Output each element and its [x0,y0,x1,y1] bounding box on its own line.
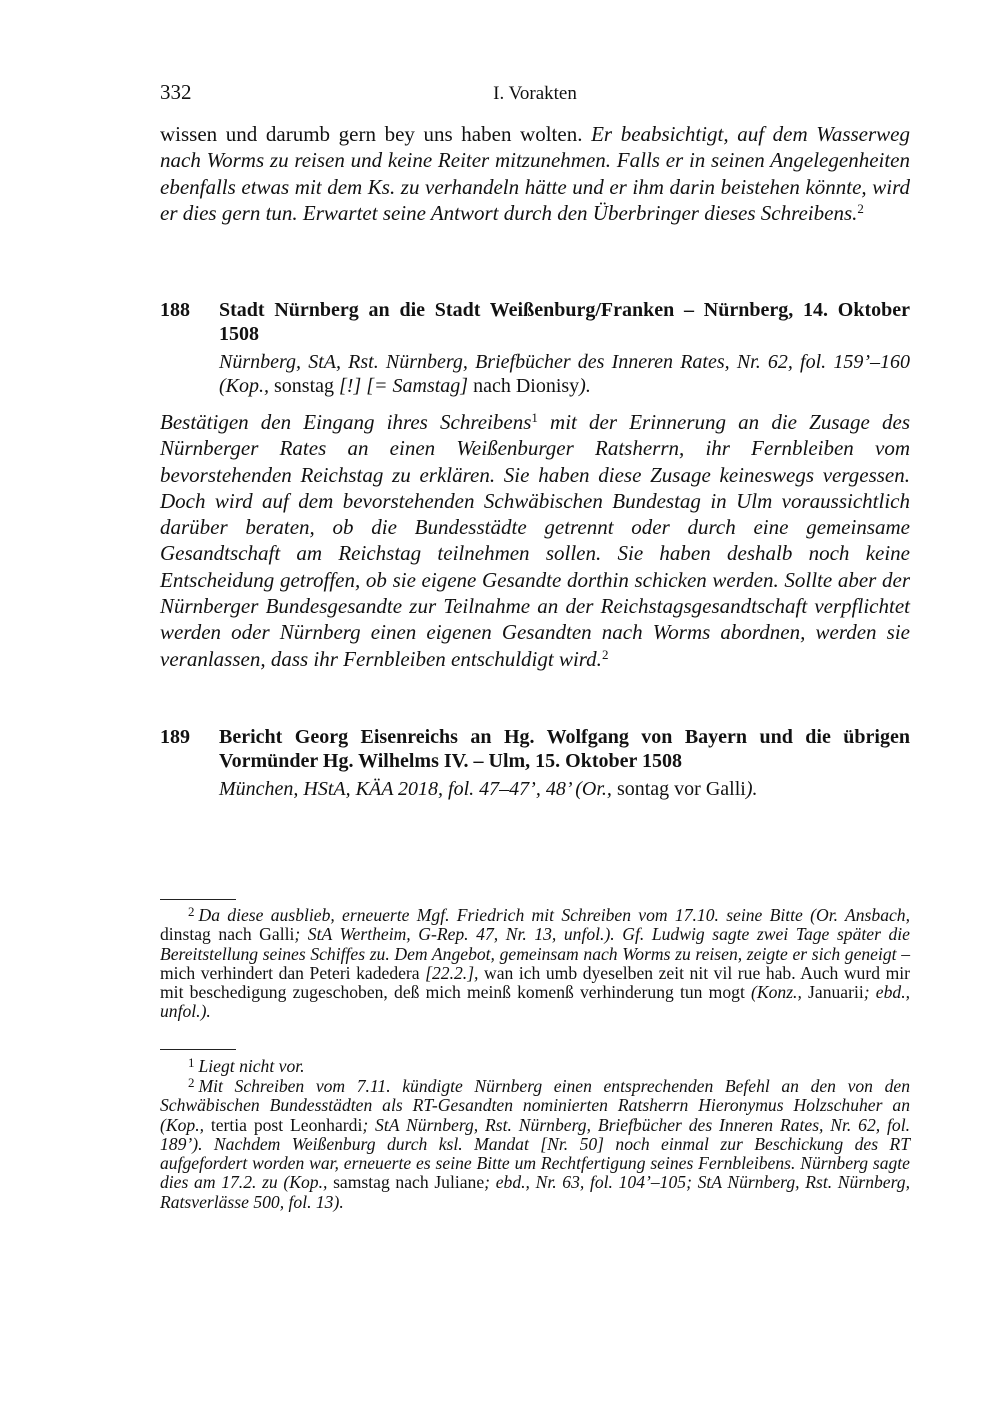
footnote-italic: ; StA Wertheim, G-Rep. 47, Nr. 13, unfol.). Gf. Ludwig sagte zwei Tage später die Bereitstellung seines Schiffes zu. Dem Angebot, gemeinsam nach Worms zu reisen, zeigte er sich geneigt – [160,924,910,964]
footnote-italic: Da diese ausblieb, erneuerte Mgf. Friedrich mit Schreiben vom 17.10. seine Bitte (Or. Ansbach, [198,905,910,925]
footnote-roman: tertia post Leonhardi [203,1114,363,1135]
entry-title: Bericht Georg Eisenreichs an Hg. Wolfgang von Bayern und die übrigen Vormünder Hg. Wilhelms IV. – Ulm, 15. Oktober 1508 [219,726,910,772]
footnote-italic: Liegt nicht vor. [198,1056,305,1076]
footnote-italic: ; ebd., unfol.). [160,982,910,1022]
footnote-roman: mich verhindert dan Peteri kadedera [160,962,426,983]
entry-number: 189 [160,726,190,748]
running-header [160,80,910,110]
entry-number: 188 [160,299,190,321]
source-roman: sontag vor Galli [611,778,746,800]
source-italic: ). [579,375,591,397]
entry-188 [160,298,910,398]
footnote-rule [160,899,236,900]
footnote-roman: dinstag nach Galli [160,924,295,945]
footnote-ref: 2 [601,646,609,662]
footnote-italic: Mit Schreiben vom 7.11. kündigte Nürnberg einen entsprechenden Befehl an den von den Schwäbischen Bundesstädten als RT-Gesandten nominierten Ratsherrn Hieronymus Holzschuher an (Kop., [160,1076,910,1135]
body-italic: Bestätigen den Eingang ihres Schreibens [160,410,532,434]
source-roman: nach Dionisy [468,375,580,397]
footnote-mark: 2 [188,904,195,919]
footnote-1-entry-188 [160,1057,910,1076]
footnote-rule [160,1049,236,1050]
footnote-2-entry-188 [160,1077,910,1212]
continuation-paragraph [160,121,910,226]
footnote-roman: wan ich umb dyeselben zeit nit vil rue hab. Auch wurd mir mit beschedigung zugeschoben, deß mich meinß komenß verhinderung tun mogt [160,962,910,1003]
body-italic: mit der Erinnerung an die Zusage des Nürnberger Rates an einen Weißenburger Ratsherrn, ihr Fernbleiben vom bevorstehenden Reichstag zu erklären. Sie haben diese Zusage keineswegs vergessen. Doch wird auf dem bevorstehenden Schwäbischen Bundestag in Ulm voraussichtlich darüber beraten, ob die Bundesstädte getrennt oder durch eine gemeinsame Gesandtschaft am Reichstag teilnehmen sollen. Sie haben deshalb noch keine Entscheidung getroffen, ob sie eigene Gesandte dorthin schicken werden. Sollte aber der Nürnberger Bundesgesandte zur Teilnahme an der Reichstagsgesandtschaft verpflichtet werden oder Nürnberg einen eigenen Gesandten nach Worms abordnen, werden sie veranlassen, dass ihr Fernbleiben entschuldigt wird. [160,410,910,671]
entry-source [219,777,910,801]
footnote-2-entry-187 [160,906,910,1022]
entry-188-body [160,409,910,672]
footnote-italic: [22.2.], [425,962,479,983]
source-italic: München, HStA, KÄA 2018, fol. 47–47’, 48’ (Or., [219,778,612,800]
source-italic: [!] [= Samstag] [339,375,469,397]
footnote-ref: 1 [531,410,538,425]
page-number: 332 [160,80,192,104]
footnote-italic: (Konz., [751,982,802,1003]
footnote-ref: 2 [857,200,864,216]
source-italic: Nürnberg, StA, Rst. Nürnberg, Briefbücher des Inneren Rates, Nr. 62, fol. 159’–160 (Kop., [219,351,910,397]
footnote-mark: 1 [188,1055,195,1070]
entry-189 [160,725,910,801]
text-roman: wissen und darumb gern bey uns haben wolten. [160,122,592,146]
entry-source [219,350,910,398]
footnote-roman: Januarii [801,982,864,1003]
source-roman: sonstag [269,375,339,397]
entry-title: Stadt Nürnberg an die Stadt Weißenburg/Franken – Nürnberg, 14. Oktober 1508 [219,299,910,345]
footnote-italic: ; ebd., Nr. 63, fol. 104’–105; StA Nürnberg, Rst. Nürnberg, Ratsverlässe 500, fol. 13). [160,1172,910,1212]
source-italic: ). [745,778,758,800]
footnote-italic: ; StA Nürnberg, Rst. Nürnberg, Briefbücher des Inneren Rates, Nr. 62, fol. 189’). Nachdem Weißenburg durch ksl. Mandat [Nr. 50] noch einmal zur Beschickung des RT aufgefordert worden war, erneuerte es seine Bitte um Rechtfertigung seines Fernbleibens. Nürnberg sagte dies am 17.2. zu (Kop., [160,1114,911,1193]
running-title: I. Vorakten [493,83,577,104]
footnote-mark: 2 [188,1075,195,1090]
footnote-roman: samstag nach Juliane [327,1172,485,1193]
text-italic: Er beabsichtigt, auf dem Wasserweg nach Worms zu reisen und keine Reiter mitzunehmen. Falls er in seinen Angelegenheiten ebenfalls etwas mit dem Ks. zu verhandeln hätte und er ihm darin beistehen könnte, wird er dies gern tun. Erwartet seine Antwort durch den Überbringer dieses Schreibens. [160,122,910,225]
